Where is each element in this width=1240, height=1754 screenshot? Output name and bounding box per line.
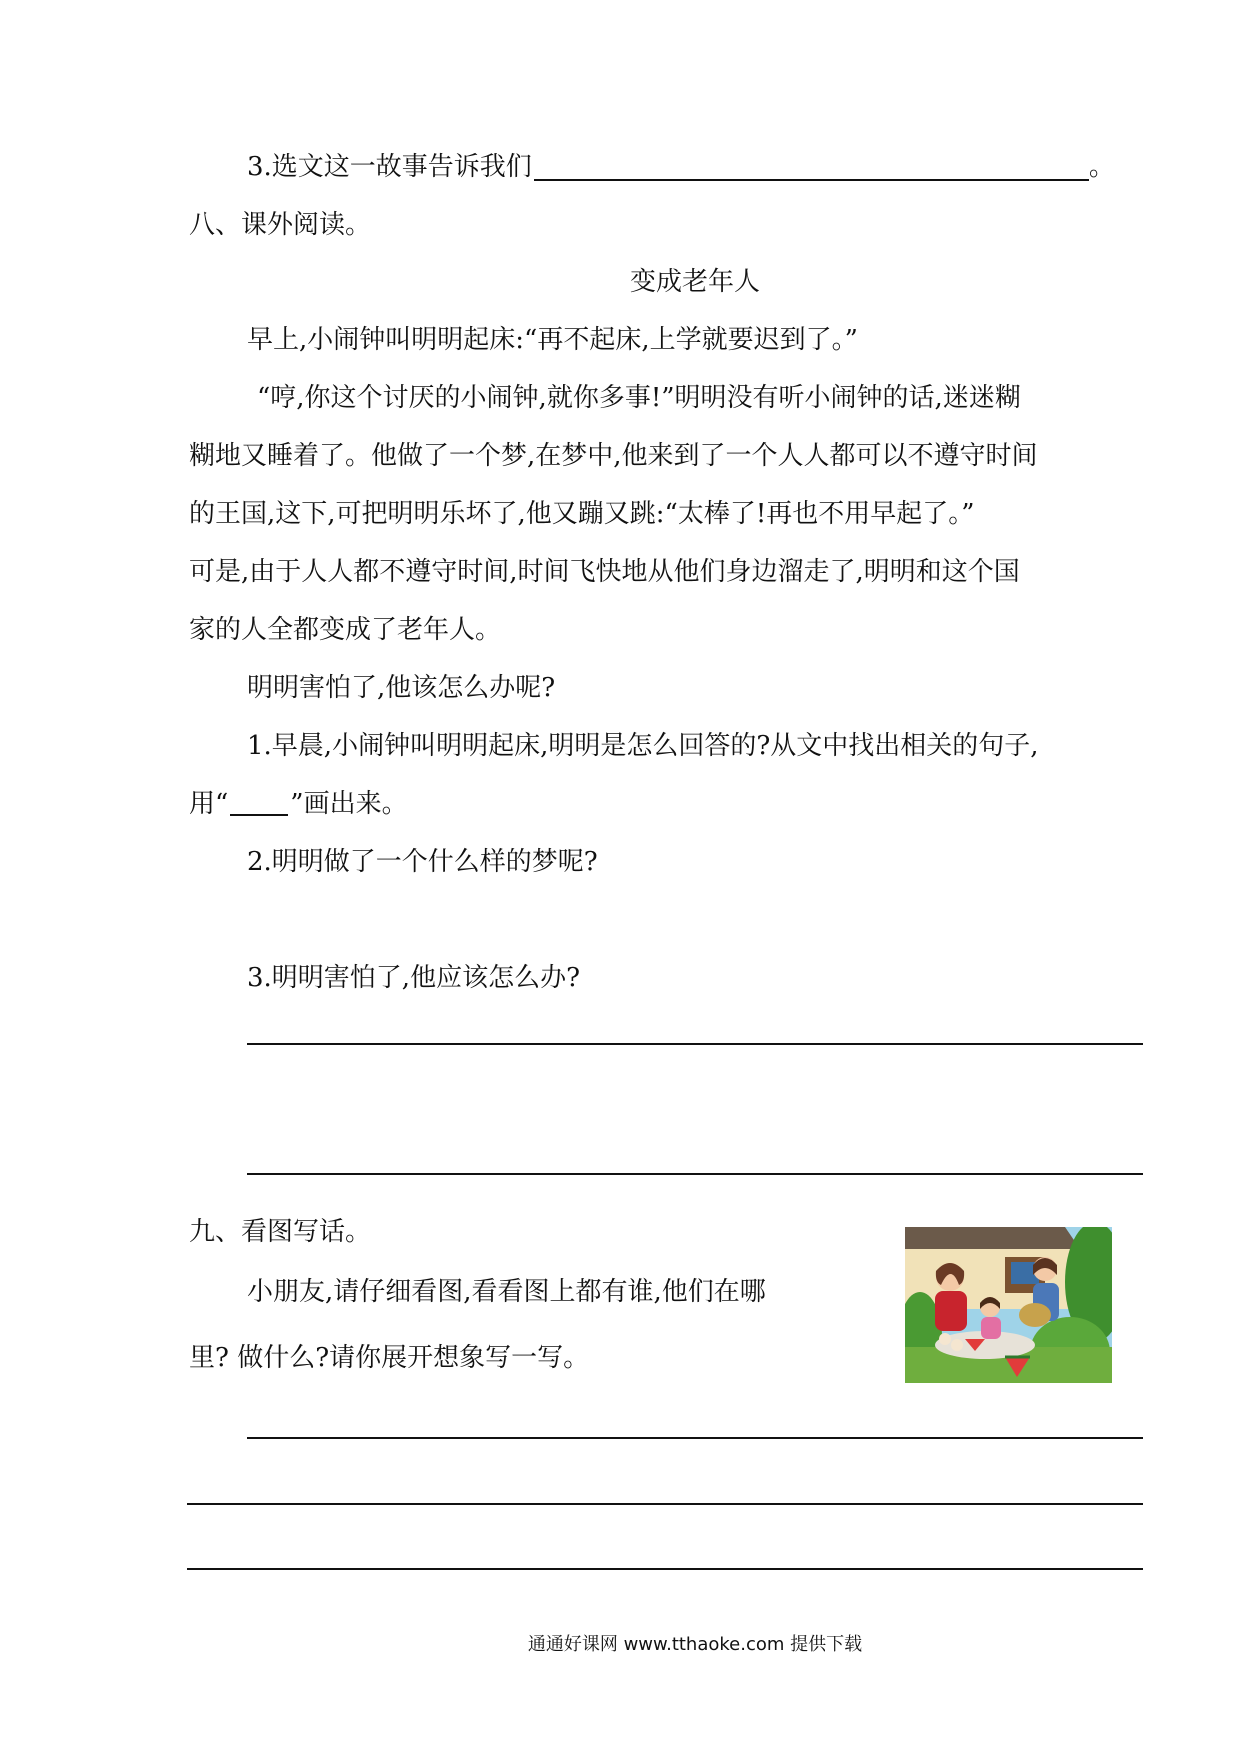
section9-heading: 九、看图写话。	[189, 1217, 372, 1247]
story-paragraph-2-line-4: 可是,由于人人都不遵守时间,时间飞快地从他们身边溜走了,明明和这个国	[189, 557, 1020, 587]
q7-item3	[247, 147, 1115, 187]
story-paragraph-2-line-3: 的王国,这下,可把明明乐坏了,他又蹦又跳:“太棒了!再也不用早起了。”	[189, 499, 975, 529]
section8-heading: 八、课外阅读。	[189, 210, 372, 240]
question-1-line-1: 1.早晨,小闹钟叫明明起床,明明是怎么回答的?从文中找出相关的句子,	[247, 731, 1039, 761]
story-title: 变成老年人	[629, 267, 760, 297]
story-paragraph-3: 明明害怕了,他该怎么办呢?	[247, 673, 556, 703]
question-3-answer-line[interactable]	[247, 1173, 1143, 1175]
story-paragraph-2-line-1: “哼,你这个讨厌的小闹钟,就你多事!”明明没有听小闹钟的话,迷迷糊	[257, 383, 1021, 413]
question-2: 2.明明做了一个什么样的梦呢?	[247, 847, 598, 877]
question-1-line-2	[189, 784, 408, 824]
section9-prompt-line-2: 里? 做什么?请你展开想象写一写。	[189, 1343, 590, 1373]
writing-line-1[interactable]	[247, 1437, 1143, 1439]
question-3: 3.明明害怕了,他应该怎么办?	[247, 963, 581, 993]
story-paragraph-1: 早上,小闹钟叫明明起床:“再不起床,上学就要迟到了。”	[247, 325, 858, 355]
section9-prompt-line-1: 小朋友,请仔细看图,看看图上都有谁,他们在哪	[247, 1277, 766, 1307]
family-picnic-illustration	[905, 1227, 1112, 1383]
question-2-answer-line[interactable]	[247, 1043, 1143, 1045]
q7-item3-period: 。	[1088, 152, 1115, 182]
q7-item3-answer-blank[interactable]	[534, 149, 1089, 181]
q7-item3-text: 3.选文这一故事告诉我们	[247, 152, 532, 182]
question-1-quote-open: 用“	[189, 789, 229, 819]
story-paragraph-2-line-2: 糊地又睡着了。他做了一个梦,在梦中,他来到了一个人人都可以不遵守时间	[189, 441, 1038, 471]
question-1-quote-close: ”画出来。	[290, 789, 408, 819]
writing-line-2[interactable]	[187, 1503, 1143, 1505]
story-paragraph-2-line-5: 家的人全都变成了老年人。	[189, 615, 502, 645]
writing-line-3[interactable]	[187, 1568, 1143, 1570]
footer-credit: 通通好课网 www.tthaoke.com 提供下载	[527, 1634, 863, 1655]
underline-mark-sample	[230, 788, 288, 816]
